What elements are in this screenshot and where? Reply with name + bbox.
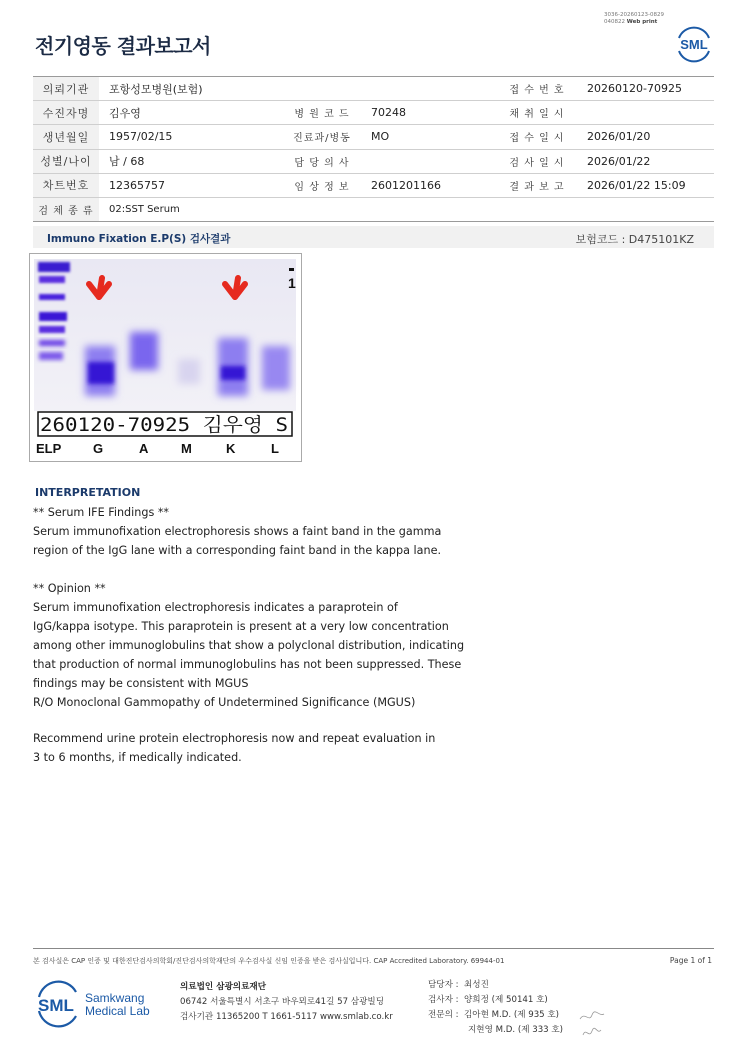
info-label: 접 수 일 시	[497, 125, 577, 149]
info-value: 2601201166	[361, 173, 497, 197]
staff-line: 지현영 M.D. (제 333 호)	[468, 1025, 564, 1035]
info-label: 채 취 일 시	[497, 101, 577, 125]
certification-note: 본 검사실은 CAP 인증 및 대한진단검사의학회/진단검사의학재단의 우수검사실 신임 인증을 받은 검사실입니다. CAP Accredited Laboratory. 69944-01	[33, 957, 505, 965]
footer-logo-name2: Medical Lab	[85, 1004, 150, 1018]
sml-logo-text: SML	[680, 37, 708, 52]
info-value	[577, 101, 714, 125]
sml-logo-icon	[674, 24, 714, 64]
info-label: 검 체 종 류	[33, 197, 99, 221]
info-row	[33, 77, 714, 101]
info-value: 2026/01/20	[577, 125, 714, 149]
info-label: 임 상 정 보	[283, 173, 361, 197]
samkwang-logo-icon	[36, 980, 166, 1028]
info-row	[33, 149, 714, 173]
info-label: 성별/나이	[33, 149, 99, 173]
info-value: MO	[361, 125, 497, 149]
section-title: Immuno Fixation E.P(S) 검사결과	[47, 233, 231, 245]
info-value: 1957/02/15	[99, 125, 283, 149]
info-value: 20260120-70925	[577, 77, 714, 101]
info-row	[33, 173, 714, 197]
samkwang-logo	[36, 980, 166, 1032]
footer-logo-sml: SML	[38, 996, 74, 1015]
igm-lane	[178, 359, 200, 384]
footer-divider	[33, 948, 714, 949]
staff-line: 검사자 : 양희정 (제 50141 호)	[428, 995, 548, 1005]
info-label: 병 원 코 드	[283, 101, 361, 125]
info-value: 남 / 68	[99, 149, 283, 173]
info-value: 02:SST Serum	[99, 197, 714, 221]
insurance-code: 보험코드 : D475101KZ	[575, 233, 694, 246]
lambda-lane	[262, 346, 290, 390]
info-row	[33, 125, 714, 149]
igg-lane	[85, 346, 115, 396]
iga-lane	[130, 332, 158, 370]
info-label: 생년월일	[33, 125, 99, 149]
findings-text: Serum immunofixation electrophoresis shows a faint band in the gamma region of the IgG lane with a corresponding faint band in the kappa lane.	[33, 525, 442, 557]
lane-label: K	[226, 441, 236, 456]
interpretation-heading: INTERPRETATION	[35, 486, 141, 499]
info-value: 12365757	[99, 173, 283, 197]
report-title: 전기영동 결과보고서	[35, 34, 211, 58]
info-value: 2026/01/22	[577, 149, 714, 173]
lane-label: A	[139, 441, 149, 456]
info-label: 진료과/병동	[283, 125, 361, 149]
kappa-lane	[218, 338, 248, 396]
staff-line: 전문의 : 김아현 M.D. (제 935 호)	[428, 1010, 560, 1020]
info-value: 2026/01/22 15:09	[577, 173, 714, 197]
findings-heading: ** Serum IFE Findings **	[33, 506, 170, 519]
opinion-heading: ** Opinion **	[33, 582, 106, 595]
info-label: 결 과 보 고	[497, 173, 577, 197]
page-number: Page 1 of 1	[669, 956, 712, 965]
opinion-text: Serum immunofixation electrophoresis indicates a paraprotein of IgG/kappa isotype. This paraprotein is present at a very low concentration among other immunoglobulins that show a polyclonal distribution, indicating that production of normal immunoglobulins has not been suppressed. These findings may be consistent with MGUS R/O Monoclonal Gammopathy of Undetermined Significance (MGUS)	[33, 601, 465, 709]
report-print-code	[604, 12, 664, 26]
info-label: 차트번호	[33, 173, 99, 197]
info-label: 접 수 번 호	[497, 77, 577, 101]
recommendation-text: Recommend urine protein electrophoresis now and repeat evaluation in 3 to 6 months, if medically indicated.	[33, 732, 436, 764]
org-contact: 검사기관 11365200 T 1661-5117 www.smlab.co.kr	[180, 1012, 393, 1022]
info-value: 70248	[361, 101, 497, 125]
gel-mark: 1	[288, 275, 296, 291]
print-code-line2: 040822 Web print	[604, 19, 658, 25]
info-label: 담 당 의 사	[283, 149, 361, 173]
info-label: 수진자명	[33, 101, 99, 125]
result-section-bar	[33, 226, 714, 248]
gel-graphic	[30, 254, 301, 461]
staff-line: 담당자 : 최성진	[428, 980, 489, 990]
org-address: 06742 서울특별시 서초구 바우뫼로41길 57 삼광빌딩	[180, 997, 384, 1007]
lane-label: G	[93, 441, 104, 456]
info-label: 의뢰기관	[33, 77, 99, 101]
organization-info	[180, 980, 393, 1025]
lane-label: L	[271, 441, 279, 456]
info-row	[33, 197, 714, 221]
gel-background	[34, 259, 296, 411]
info-row	[33, 101, 714, 125]
footer-logo-name1: Samkwang	[85, 991, 145, 1005]
print-code-line1: 3036-20260123-0829	[604, 12, 664, 18]
staff-info	[428, 978, 563, 1038]
info-label: 검 사 일 시	[497, 149, 577, 173]
gel-sample-label: 260120-70925 김우영 S	[40, 414, 288, 436]
org-name: 의료법인 삼광의료재단	[180, 982, 267, 992]
info-value	[361, 149, 497, 173]
info-value: 김우영	[99, 101, 283, 125]
patient-info-table	[33, 76, 714, 222]
lane-label: ELP	[36, 441, 62, 456]
info-value: 포항성모병원(보험)	[99, 77, 497, 101]
ife-gel-image	[29, 253, 302, 462]
signature-icon	[577, 1009, 607, 1043]
lane-label: M	[181, 441, 192, 456]
